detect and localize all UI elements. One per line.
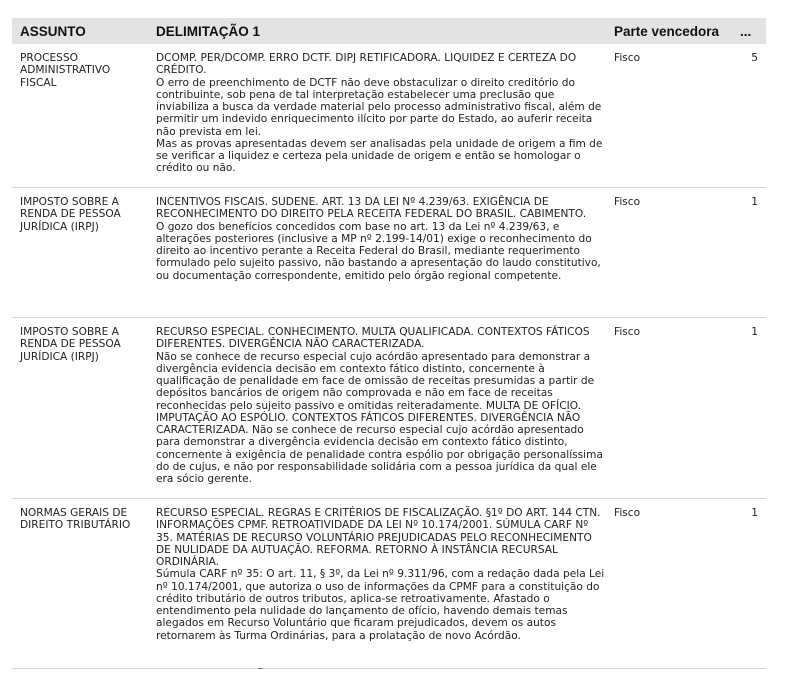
delimitacao-body: Súmula CARF nº 35: O art. 11, § 3º, da Lei nº 9.311/96, com a redação dada pela Lei nº 10.174/2001, que autoriza o uso de informações da CPMF para a constituição do crédito tributário de outros tributos, aplica-se retroativamente. Afastado o entendimento pela nulidade do lançamento de ofício, havendo demais temas alegados em Recurso Voluntário que ficaram prejudicados, devem os autos retornarem às Turma Ordinárias, para a prolatação de novo Acórdão.: [156, 568, 605, 642]
delimitacao-body: Não se conhece de recurso especial cujo acórdão apresentado para demonstrar a divergência evidencia decisão em contexto fático distinto, concernente à qualificação de penalidade em face de omissão de receitas presumidas a partir de depósitos bancários de origem não comprovada e não em face de receitas reconhecidas pelo sujeito passivo e omitidas reiteradamente. MULTA DE OFÍCIO. IMPUTAÇÃO AO ESPÓLIO. CONTEXTOS FÁTICOS DIFERENTES. DIVERGÊNCIA NÃO CARACTERIZADA. Não se conhece de recurso especial cujo acórdão apresentado para demonstrar a divergência evidencia decisão em contexto fático distinto, concernente à exigência de penalidade contra espólio por obrigação personalíssima do de cujus, e não por responsabilidade solidária com a pessoa jurídica da qual ele era sócio gerente.: [156, 350, 603, 485]
delimitacao-title: INCENTIVOS FISCAIS. SUDENE. ART. 13 DA LEI Nº 4.239/63. EXIGÊNCIA DE RECONHECIMENTO DO DIREITO PELA RECEITA FEDERAL DO BRASIL. CABIMENTO.: [156, 196, 587, 221]
cell-parte-vencedora: Fisco: [614, 507, 641, 519]
cell-count: 5: [751, 52, 758, 64]
delimitacao-title: RECURSO ESPECIAL. REGRAS E CRITÉRIOS DE FISCALIZAÇÃO. §1º DO ART. 144 CTN. INFORMAÇÕES CPMF. RETROATIVIDADE DA LEI Nº 10.174/2001. SÚMULA CARF Nº 35. MATÉRIAS DE RECURSO VOLUNTÁRIO PREJUDICADAS PELO RECONHECIMENTO DE NULIDADE DA AUTUAÇÃO. REFORMA. RETORNO À INSTÂNCIA RECURSAL ORDINÁRIA.: [156, 507, 601, 568]
column-header-assunto[interactable]: ASSUNTO: [20, 24, 86, 39]
table-row[interactable]: [12, 499, 766, 669]
scroll-indicator: [258, 668, 263, 669]
cell-count: 1: [751, 326, 758, 338]
table-row[interactable]: [12, 44, 766, 188]
table-header: [12, 18, 766, 44]
column-header-delimitacao[interactable]: DELIMITAÇÃO 1: [156, 24, 260, 39]
delimitacao-title: DCOMP. PER/DCOMP. ERRO DCTF. DIPJ RETIFICADORA. LIQUIDEZ E CERTEZA DO CRÉDITO.: [156, 52, 577, 77]
cell-assunto: PROCESSO ADMINISTRATIVO FISCAL: [20, 52, 111, 89]
cell-count: 1: [751, 196, 758, 208]
delimitacao-body: O erro de preenchimento de DCTF não deve obstaculizar o direito creditório do contribuinte, sob pena de tal interpretação estabelecer uma preclusão que inviabiliza a busca da verdade material pelo processo administrativo fiscal, além de permitir um indevido enriquecimento ilícito por parte do Estado, ao auferir receita não prevista em lei. Mas as provas apresentadas devem ser analisadas pela unidade de origem a fim de se verificar a liquidez e certeza pela unidade de origem e então se homologar o crédito ou não.: [156, 76, 603, 175]
cell-delimitacao: [156, 52, 606, 175]
cell-assunto: IMPOSTO SOBRE A RENDA DE PESSOA JURÍDICA (IRPJ): [20, 196, 121, 233]
results-table: [12, 18, 766, 669]
table-row[interactable]: [12, 318, 766, 499]
cell-delimitacao: [156, 507, 606, 642]
cell-delimitacao: [156, 196, 606, 282]
column-header-more[interactable]: ...: [740, 24, 752, 39]
cell-parte-vencedora: Fisco: [614, 52, 641, 64]
table-row[interactable]: [12, 188, 766, 318]
delimitacao-title: RECURSO ESPECIAL. CONHECIMENTO. MULTA QUALIFICADA. CONTEXTOS FÁTICOS DIFERENTES. DIVERGÊNCIA NÃO CARACTERIZADA.: [156, 326, 590, 351]
cell-parte-vencedora: Fisco: [614, 196, 641, 208]
column-header-parte-vencedora[interactable]: Parte vencedora: [614, 24, 720, 39]
cell-parte-vencedora: Fisco: [614, 326, 641, 338]
cell-delimitacao: [156, 326, 606, 485]
cell-assunto: NORMAS GERAIS DE DIREITO TRIBUTÁRIO: [20, 507, 131, 532]
delimitacao-body: O gozo dos benefícios concedidos com base no art. 13 da Lei nº 4.239/63, e alterações posteriores (inclusive a MP nº 2.199-14/01) exige o reconhecimento do direito ao incentivo perante a Receita Federal do Brasil, mediante requerimento formulado pelo sujeito passivo, não bastando a apresentação do laudo constitutivo, ou documentação correspondente, emitido pelo órgão regional competente.: [156, 220, 601, 282]
cell-assunto: IMPOSTO SOBRE A RENDA DE PESSOA JURÍDICA (IRPJ): [20, 326, 121, 363]
cell-count: 1: [751, 507, 758, 519]
